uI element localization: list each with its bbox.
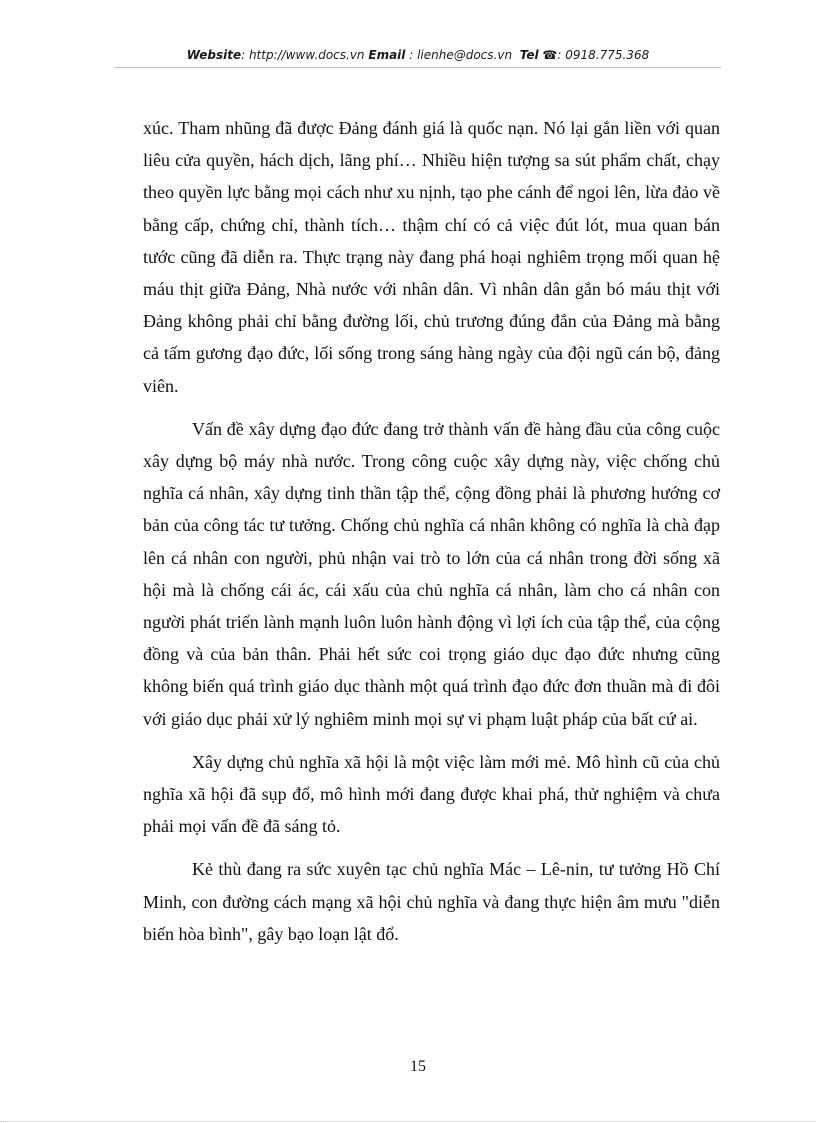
- website-link[interactable]: : http://www.docs.vn: [241, 48, 365, 62]
- body-text: [143, 112, 720, 961]
- paragraph-2: Vấn đề xây dựng đạo đức đang trở thành vấn đề hàng đầu của công cuộc xây dựng bộ máy nhà nước. Trong công cuộc xây dựng này, việc chống chủ nghĩa cá nhân, xây dựng tinh thần tập thể, cộng đồng phải là phương hướng cơ bản của công tác tư tưởng. Chống chủ nghĩa cá nhân không có nghĩa là chà đạp lên cá nhân con người, phủ nhận vai trò to lớn của cá nhân trong đời sống xã hội mà là chống cái ác, cái xấu của chủ nghĩa cá nhân, làm cho cá nhân con người phát triển lành mạnh luôn luôn hành động vì lợi ích của tập thể, của cộng đồng và của bản thân. Phải hết sức coi trọng giáo dục đạo đức nhưng cũng không biến quá trình giáo dục thành một quá trình đạo đức đơn thuần mà đi đôi với giáo dục phải xử lý nghiêm minh mọi sự vi phạm luật pháp của bất cứ ai.: [143, 418, 720, 729]
- email-link[interactable]: : lienhe@docs.vn: [405, 48, 513, 62]
- footer-divider: [0, 1121, 816, 1122]
- paragraph-1: xúc. Tham nhũng đã được Đảng đánh giá là quốc nạn. Nó lại gắn liền với quan liêu cửa quyền, hách dịch, lãng phí… Nhiều hiện tượng sa sút phẩm chất, chạy theo quyền lực bằng mọi cách như xu nịnh, tạo phe cánh để ngoi lên, lừa đảo về bằng cấp, chứng chỉ, thành tích… thậm chí có cả việc đút lót, mua quan bán tước cũng đã diễn ra. Thực trạng này đang phá hoại nghiêm trọng mối quan hệ máu thịt giữa Đảng, Nhà nước với nhân dân. Vì nhân dân gắn bó máu thịt với Đảng không phải chỉ bằng đường lối, chủ trương đúng đắn của Đảng mà bằng cả tấm gương đạo đức, lối sống trong sáng hàng ngày của đội ngũ cán bộ, đảng viên.: [143, 118, 720, 396]
- phone-icon: ☎: [542, 48, 558, 62]
- paragraph-4: Kẻ thù đang ra sức xuyên tạc chủ nghĩa Mác – Lê-nin, tư tưởng Hồ Chí Minh, con đường cách mạng xã hội chủ nghĩa và đang thực hiện âm mưu "diễn biến hòa bình", gây bạo loạn lật đổ.: [143, 859, 720, 944]
- tel-label: Tel: [519, 48, 539, 62]
- paragraph-3: Xây dựng chủ nghĩa xã hội là một việc làm mới mẻ. Mô hình cũ của chủ nghĩa xã hội đã sụp đổ, mô hình mới đang được khai phá, thử nghiệm và chưa phải mọi vấn đề đã sáng tỏ.: [143, 751, 720, 837]
- page-header: [115, 48, 721, 62]
- email-label: Email: [368, 48, 406, 62]
- header-divider: [115, 67, 721, 68]
- page-number: 15: [410, 1058, 426, 1075]
- website-label: Website: [186, 48, 242, 62]
- tel-value: : 0918.775.368: [557, 48, 650, 62]
